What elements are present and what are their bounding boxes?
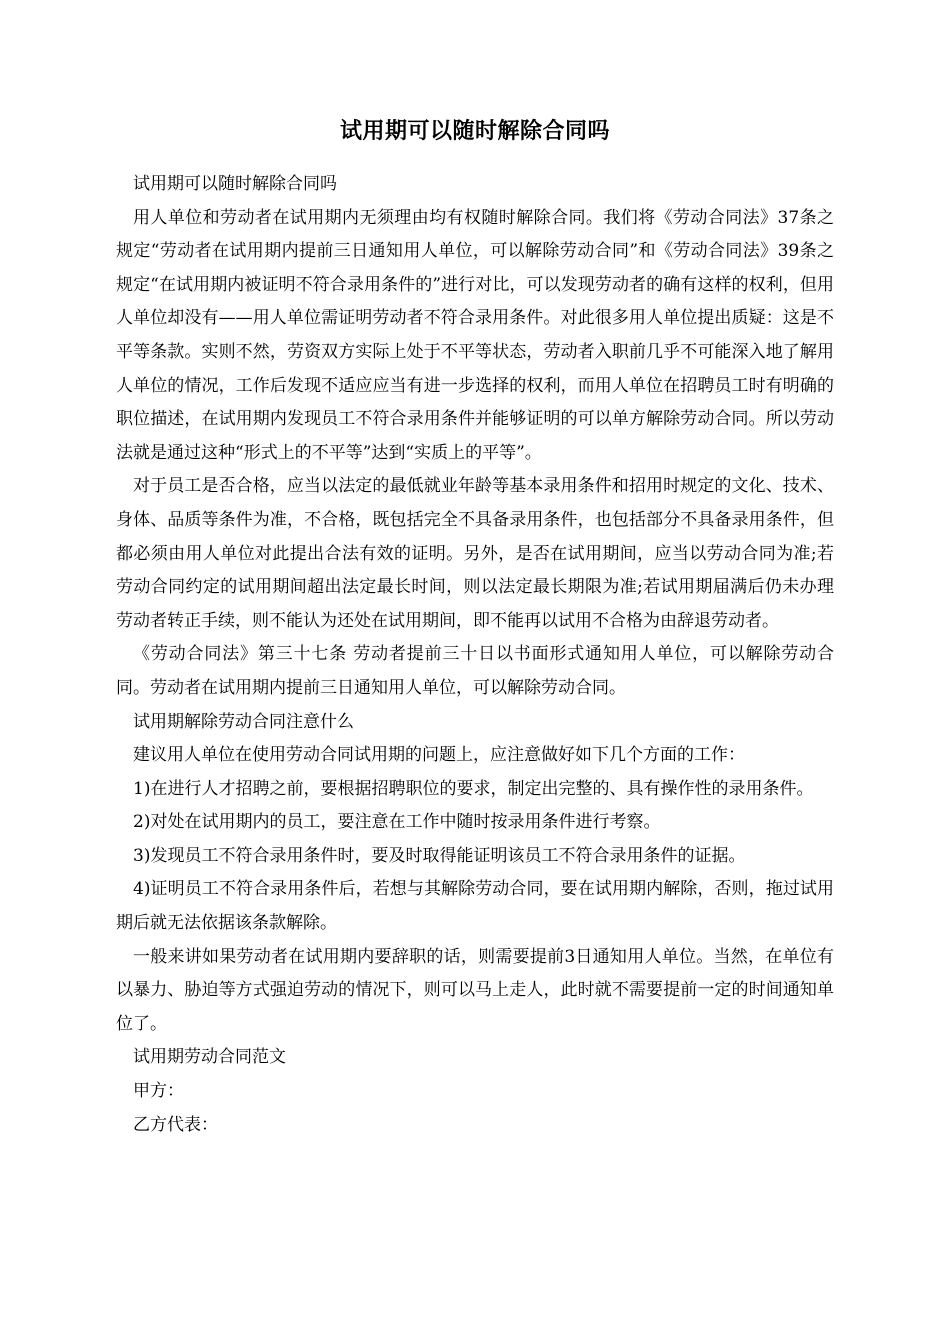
list-item-2: 2)对处在试用期内的员工，要注意在工作中随时按录用条件进行考察。 [133, 812, 661, 833]
section-heading-sample: 试用期劳动合同范文 [133, 1047, 286, 1068]
document-body [116, 168, 834, 1142]
document-title: 试用期可以随时解除合同吗 [339, 119, 610, 144]
list-item-1: 1)在进行人才招聘之前，要根据招聘职位的要求，制定出完整的、具有操作性的录用条件。 [133, 778, 814, 799]
paragraph-article-37: 《劳动合同法》第三十七条 劳动者提前三十日以书面形式通知用人单位，可以解除劳动合同。劳动者在试用期内提前三日通知用人单位，可以解除劳动合同。 [116, 644, 834, 698]
list-item-4: 4)证明员工不符合录用条件后，若想与其解除劳动合同，要在试用期内解除，否则，拖过试用期后就无法依据该条款解除。 [116, 879, 834, 934]
paragraph-advice-intro: 建议用人单位在使用劳动合同试用期的问题上，应注意做好如下几个方面的工作： [133, 745, 745, 766]
party-b-label: 乙方代表： [133, 1114, 218, 1135]
party-a-label: 甲方： [133, 1081, 184, 1102]
paragraph-subtitle: 试用期可以随时解除合同吗 [133, 174, 337, 194]
section-heading-notes: 试用期解除劳动合同注意什么 [133, 711, 354, 732]
paragraph-qualification: 对于员工是否合格，应当以法定的最低就业年龄等基本录用条件和招用时规定的文化、技术、身体、品质等条件为准，不合格，既包括完全不具备录用条件，也包括部分不具备录用条件，但都必须由用人单位对此提出合法有效的证明。另外，是否在试用期间，应当以劳动合同为准;若劳动合同约定的试用期间超出法定最长时间，则以法定最长期限为准;若试用期届满后仍未办理劳动者转正手续，则不能认为还处在试用期间，即不能再以试用不合格为由辞退劳动者。 [116, 476, 834, 631]
paragraph-resignation-notice: 一般来讲如果劳动者在试用期内要辞职的话，则需要提前3日通知用人单位。当然，在单位有以暴力、胁迫等方式强迫劳动的情况下，则可以马上走人，此时就不需要提前一定的时间通知单位了。 [116, 946, 834, 1034]
paragraph-right-to-terminate: 用人单位和劳动者在试用期内无须理由均有权随时解除合同。我们将《劳动合同法》37条之规定“劳动者在试用期内提前三日通知用人单位，可以解除劳动合同”和《劳动合同法》39条之规定“在试用期内被证明不符合录用条件的”进行对比，可以发现劳动者的确有这样的权利，但用人单位却没有——用人单位需证明劳动者不符合录用条件。对此很多用人单位提出质疑：这是不平等条款。实则不然，劳资双方实际上处于不平等状态，劳动者入职前几乎不可能深入地了解用人单位的情况，工作后发现不适应应当有进一步选择的权利，而用人单位在招聘员工时有明确的职位描述，在试用期内发现员工不符合录用条件并能够证明的可以单方解除劳动合同。所以劳动法就是通过这种“形式上的不平等”达到“实质上的平等”。 [116, 207, 834, 463]
list-item-3: 3)发现员工不符合录用条件时，要及时取得能证明该员工不符合录用条件的证据。 [133, 845, 746, 866]
